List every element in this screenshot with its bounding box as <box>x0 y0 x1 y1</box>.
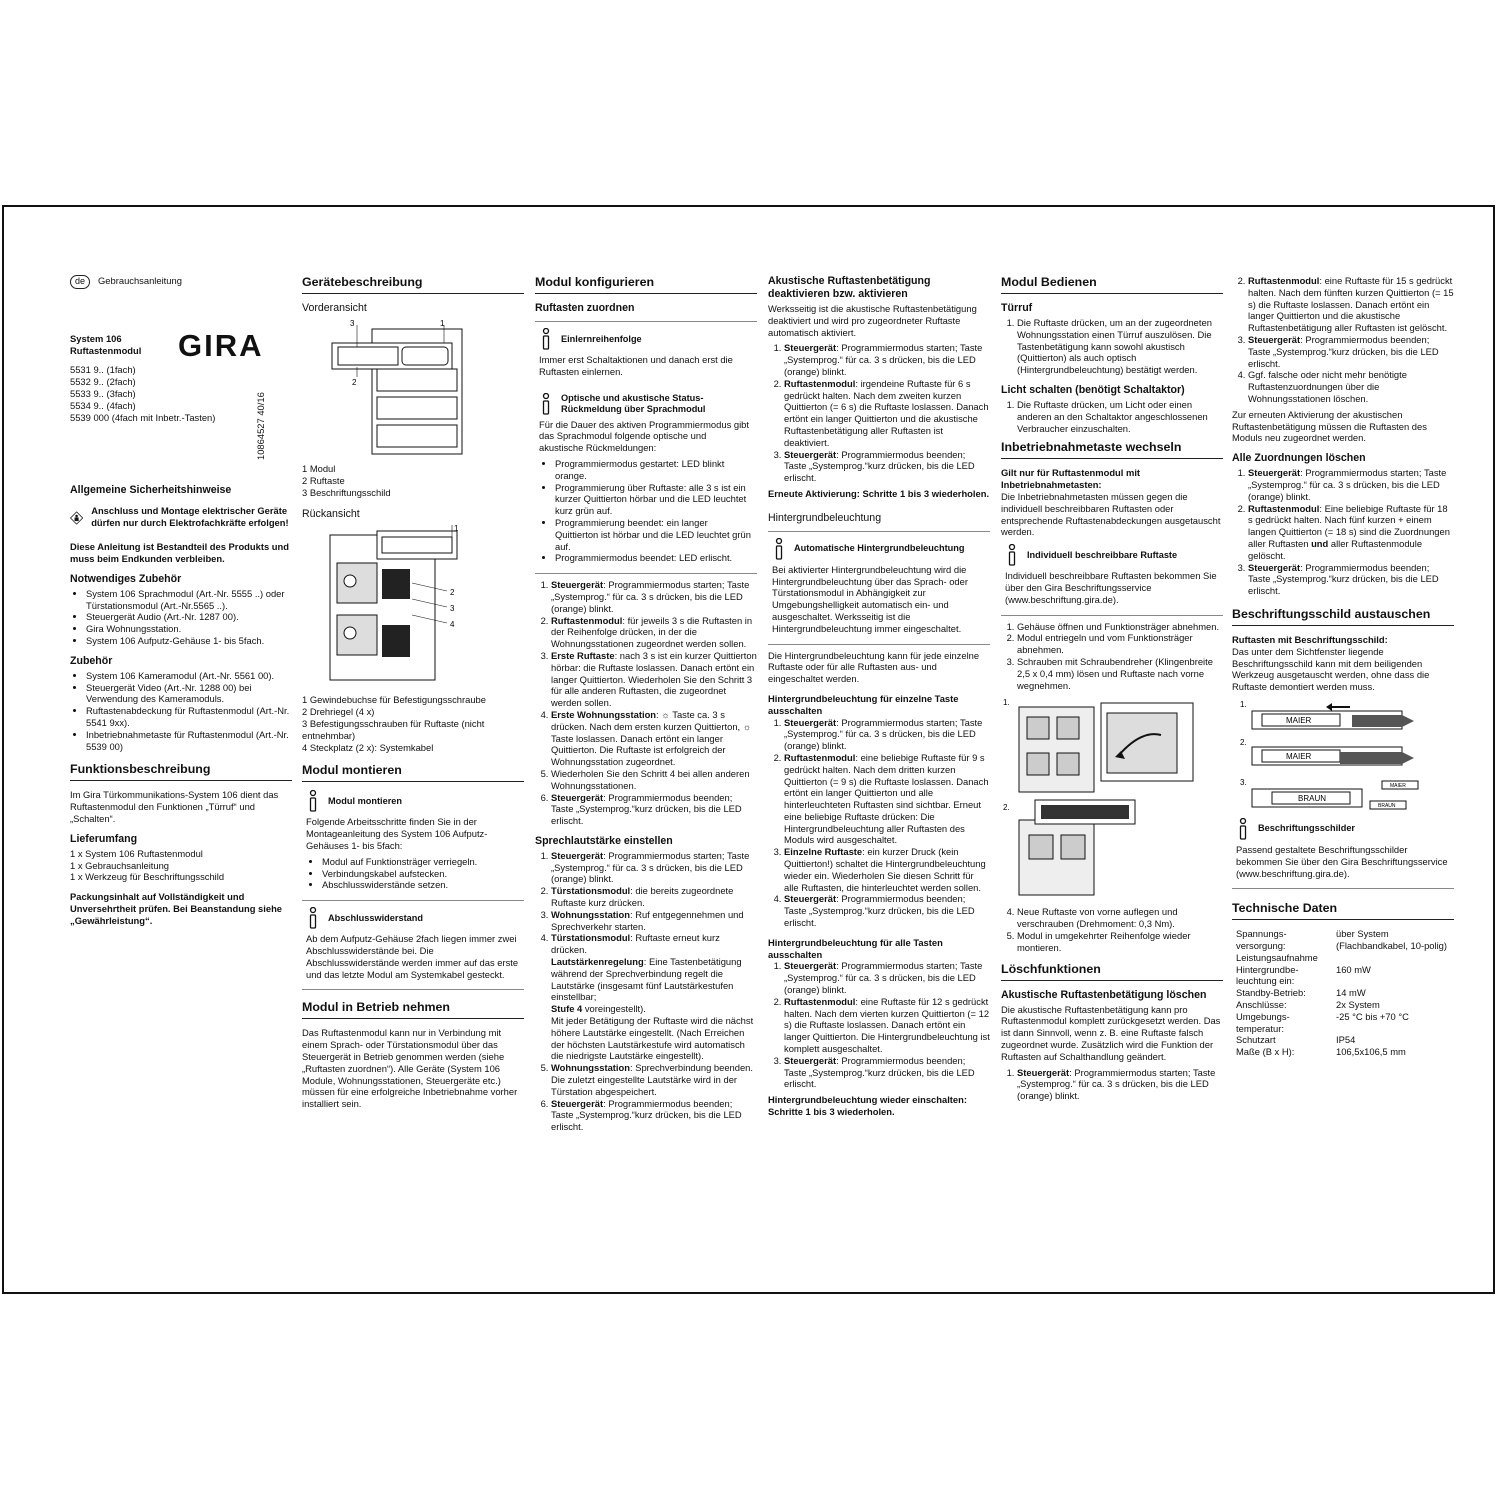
step: 2. Modul entriegeln und vom Funktionsträger abnehmen. <box>1017 632 1223 656</box>
step-bold: Steuergerät <box>784 1054 837 1066</box>
step-text: Wiederholen Sie den Schritt 4 bei allen anderen Wohnungsstationen. <box>551 767 750 791</box>
electrician-warning-icon <box>70 505 83 531</box>
termination-info-box: Abschlusswiderstand Ab dem Aufputz-Gehäuse 2fach liegen immer zwei Abschlusswiderstände bei. Die Abschlusswiderstände werden immer auf das erste und das letzte Modul am Systemkabel gesteckt. <box>302 907 524 990</box>
learn-order-box: Einlernreihenfolge Immer erst Schaltaktionen und danach erst die Ruftasten einlernen. <box>535 328 757 387</box>
step-bold: Ruftastenmodul <box>784 751 856 763</box>
tech-value: -25 °C bis +70 °C <box>1336 1010 1409 1022</box>
acoustic-steps <box>768 342 990 484</box>
product-line: System 106 <box>70 332 122 344</box>
tech-key: Hintergrundbe-leuchtung ein: <box>1236 963 1299 987</box>
label-replace-figure <box>1232 697 1432 812</box>
step-text: : Ruf entgegennehmen und Sprechverkehr starten. <box>551 908 744 932</box>
mount-info-text: Folgende Arbeitsschritte finden Sie in der Montageanleitung des System 106 Aufputz-Gehäuses 1- bis 5fach: <box>306 816 488 851</box>
delete-all-steps <box>1232 467 1454 597</box>
safety-warning: Anschluss und Montage elektrischer Geräte dürfen nur durch Elektrofachkräfte erfolgen! <box>70 505 292 531</box>
step-bold: Ruftastenmodul <box>1248 275 1320 286</box>
step: 3. Schrauben mit Schraubendreher (Klingenbreite 2,5 x 0,4 mm) lösen und Ruftaste nach vorne wegnehmen. <box>1017 656 1223 691</box>
info-icon <box>772 538 786 560</box>
doorcall-steps <box>1001 317 1223 376</box>
column-1 <box>70 275 292 931</box>
step-text: : Ruftaste erneut kurz drücken. <box>551 932 720 956</box>
step-bold: Ruftastenmodul <box>784 995 856 1007</box>
doorcall-title: Türruf <box>1001 302 1033 314</box>
delivery-item: 1 x System 106 Ruftastenmodul <box>70 847 203 859</box>
backlight-all-title: Hintergrundbeleuchtung für alle Tasten ausschalten <box>768 936 943 960</box>
step-bold: Steuergerät <box>784 893 837 905</box>
tech-key: Umgebungs-temperatur: <box>1236 1010 1290 1034</box>
operate-title: Modul Bedienen <box>1001 275 1223 294</box>
tech-value: 106,5x106,5 mm <box>1336 1046 1406 1058</box>
column-4: Akustische Ruftastenbetätigung deaktivieren bzw. aktivieren Werksseitig ist die akustische Ruftastenbetätigung deaktiviert und wird pro zugeordneter Ruftaste automatisch aktiviert. 1. Steuergerät: Programmiermodus starten; Taste „Systemprog.“ für ca. 3 s drücken, bis die LED (orange) blinkt. 2. Ruftastenmodul: irgendeine Ruftaste für 6 s gedrückt halten. Nach dem zweiten kurzen Quittierton (= 6 s) die Ruftaste loslassen. Danach ertönt ein langer Quittierton und die akustische Ruftastenbetätigung aller Ruftasten ist deaktiviert. 3. Steuergerät: Programmiermodus beenden; Taste „Systemprog.“kurz drücken, bis die LED erlischt. Erneute Aktivierung: Schritte 1 bis 3 wiederholen. Hintergrundbeleuchtung Automatische Hintergrundbeleuchtung Bei aktivierter Hintergrundbeleuchtung wird die Hintergrundbeleuchtung über das Sprach- oder Türstationsmodul in Abhängigkeit zur Umgebungshelligkeit automatisch ein- und ausgeschaltet. Werksseitig ist die Hintergrundbeleuchtung immer eingeschaltet. Die Hintergrundbeleuchtung kann für jede einzelne Ruftaste oder für alle Ruftasten aus- und eingeschaltet werden. Hintergrundbeleuchtung für einzelne Taste ausschalten 1. Steuergerät: Programmiermodus starten; Taste „Systemprog.“ für ca. 3 s drücken, bis die LED (orange) blinkt. 2. Ruftastenmodul: eine beliebige Ruftaste für 9 s gedrückt halten. Nach dem dritten kurzen Quittierton (= 9 s) die Ruftaste loslassen. Danach ertönt ein langer Quittierton und alle hinterleuchteten Ruftasten sind sichtbar. Erneut eine beliebige Ruftaste drücken: Die Hintergrundbeleuchtung aller Ruftasten des Moduls wird ausgeschaltet. 3. Einzelne Ruftaste: ein kurzer Druck (kein Quittierton!) schaltet die Hintergrundbeleuchtung wieder ein. Wiederholen Sie diesen Schritt für alle Ruftasten, die hinterleuchtet werden sollen. 4. Steuergerät: Programmiermodus beenden; Taste „Systemprog.“kurz drücken, bis die LED erlischt. Hintergrundbeleuchtung für alle Tasten ausschalten 1. Steuergerät: Programmiermodus starten; Taste „Systemprog.“ für ca. 3 s drücken, bis die LED (orange) blinkt. 2. Ruftastenmodul: eine Ruftaste für 12 s gedrückt halten. Nach dem vierten kurzen Quittierton (= 12 s) die Ruftaste loslassen. Danach ertönt ein langer Quittierton. Die Hintergrundbeleuchtung ist komplett ausgeschaltet. 3. Steuergerät: Programmiermodus beenden; Taste „Systemprog.“kurz drücken, bis die LED erlischt. Hintergrundbeleuchtung wieder einschalten: Schritte 1 bis 3 wiederholen. <box>768 275 990 1122</box>
back-legend <box>302 694 524 753</box>
step-text: : Programmiermodus beenden; Taste „Systemprog.“kurz drücken, bis die LED erlischt. <box>551 1097 742 1133</box>
acoustic-again: Erneute Aktivierung: Schritte 1 bis 3 wiederholen. <box>768 487 990 499</box>
volume-steps <box>535 850 757 1133</box>
mount-info-box: Modul montieren Folgende Arbeitsschritte finden Sie in der Montageanleitung des System 106 Aufputz-Gehäuses 1- bis 5fach: • Modul auf Funktionsträger verriegeln. • Verbindungskabel aufstecken. • Abschlusswiderstände setzen. <box>302 790 524 901</box>
list-item: • Steuergerät Video (Art.-Nr. 1288 00) bei Verwendung des Kameramoduls. <box>86 682 292 706</box>
step-bold: Steuergerät <box>1248 561 1301 573</box>
step <box>784 449 990 484</box>
step <box>551 792 757 827</box>
step <box>1248 334 1454 369</box>
step-bold: Wohnungsstation <box>551 1062 630 1074</box>
label-1: 1 <box>454 524 459 534</box>
mount-list <box>306 856 520 891</box>
step-text: : Programmiermodus beenden; Taste „Systemprog.“kurz drücken, bis die LED erlischt. <box>784 448 975 484</box>
svg-text:MAIER: MAIER <box>1286 751 1312 761</box>
tech-key: Maße (B x H): <box>1236 1046 1295 1058</box>
variant-item: 5534 9.. (4fach) <box>70 399 136 411</box>
step <box>1248 275 1454 334</box>
configure-title: Modul konfigurieren <box>535 275 757 294</box>
step <box>784 893 990 928</box>
step-text: : Programmiermodus starten; Taste „Systemprog.“ für ca. 3 s drücken, bis die LED (orange) blinkt. <box>784 960 983 996</box>
assign-steps <box>535 579 757 827</box>
label-2: 2 <box>450 588 455 598</box>
function-text: Im Gira Türkommunikations-System 106 dient das Ruftastenmodul den Funktionen „Türruf“ und „Schalten“. <box>70 789 279 824</box>
mount-title: Modul montieren <box>302 763 524 782</box>
legend-item: 3 Befestigungsschrauben für Ruftaste (nicht entnehmbar) <box>302 717 485 741</box>
doc-header <box>70 275 292 289</box>
step <box>1248 369 1454 404</box>
commission-key-steps-2 <box>1001 906 1223 953</box>
step-bold: Steuergerät <box>551 1097 604 1109</box>
list-item: • Gira Wohnungsstation. <box>86 623 292 635</box>
backlight-single-steps <box>768 717 990 929</box>
step <box>1248 562 1454 597</box>
front-legend <box>302 463 524 498</box>
tech-value: über System (Flachbandkabel, 10-polig) <box>1336 928 1448 952</box>
step-bold: Steuergerät <box>784 342 837 354</box>
step-bold: Ruftastenmodul <box>784 377 856 389</box>
step-text: : nach 3 s ist ein kurzer Quittierton hörbar: die Ruftaste loslassen. Danach ertönt ein langer Quittierton. Wiederholen Sie den Schritt 3 für alle anderen Ruftasten, die zugeordnet werden sollen. <box>551 649 757 709</box>
step <box>551 768 757 792</box>
variant-item: 5532 9.. (2fach) <box>70 376 136 388</box>
column-3 <box>535 275 757 1137</box>
label-1: 1 <box>440 319 445 328</box>
legend-item: 1 Modul <box>302 463 336 474</box>
step: 4. Neue Ruftaste von vorne auflegen und verschrauben (Drehmoment: 0,3 Nm). <box>1017 906 1223 930</box>
legend-item: 1 Gewindebuchse für Befestigungsschraube <box>302 694 486 706</box>
volume-regulation <box>551 956 757 1062</box>
step-bold: Steuergerät <box>551 849 604 861</box>
writable-key-box: Individuell beschreibbare Ruftaste Individuell beschreibbare Ruftasten bekommen Sie über den Gira Beschriftungsservice (www.beschriftung.gira.de). <box>1001 544 1223 615</box>
step-bold: Türstationsmodul <box>551 932 631 944</box>
step <box>551 1062 757 1097</box>
step <box>784 378 990 449</box>
product-name: Ruftastenmodul <box>70 344 142 356</box>
step <box>551 850 757 885</box>
variant-item: 5531 9.. (1fach) <box>70 364 136 376</box>
tech-value: 14 mW <box>1336 987 1366 999</box>
info-icon <box>1005 544 1019 566</box>
step-bold: Ruftastenmodul <box>1248 502 1320 514</box>
step <box>551 909 757 933</box>
step-text: : Programmiermodus starten; Taste „Systemprog.“ für ca. 3 s drücken, bis die LED (orange) blinkt. <box>551 849 750 885</box>
safety-title: Allgemeine Sicherheitshinweise <box>70 484 232 497</box>
label-4: 4 <box>450 620 455 630</box>
step <box>784 996 990 1055</box>
labels-box: Beschriftungsschilder Passend gestaltete Beschriftungsschilder bekommen Sie über den Gira Beschriftungsservice (www.beschriftung.gira.de). <box>1232 818 1454 889</box>
step-bold: Steuergerät <box>1248 467 1301 479</box>
acoustic-delete-steps: 1. Steuergerät: Programmiermodus starten; Taste „Systemprog.“ für ca. 3 s drücken, bis die LED (orange) blinkt. <box>1001 1067 1223 1102</box>
step-text: : Programmiermodus beenden; Taste „Systemprog.“kurz drücken, bis die LED erlischt. <box>784 1054 975 1090</box>
commission-key-steps <box>1001 621 1223 692</box>
step-bold: Steuergerät <box>784 448 837 460</box>
column-5: Modul Bedienen Türruf 1. Die Ruftaste drücken, um an der zugeordneten Wohnungsstation einen Türruf auszulösen. Die Tastenbetätigung kann sowohl akustisch (Quittierton) als auch optisch (Hintergrundbeleuchtung) bestätigt werden. Licht schalten (benötigt Schaltaktor) 1. Die Ruftaste drücken, um Licht oder einen anderen an den Schaltaktor angeschlossenen Verbraucher einzuschalten. Inbetriebnahmetaste wechseln Gilt nur für Ruftastenmodul mit Inbetriebnahmetasten: Die Inbetriebnahmetasten müssen gegen die individuell beschreibbaren Ruftasten oder entsprechende Ruftastenabdeckungen ausgetauscht werden. Individuell beschreibbare Ruftaste Individuell beschreibbare Ruftasten bekommen Sie über den Gira Beschriftungsservice (www.beschriftung.gira.de). 1. Gehäuse öffnen und Funktionsträger abnehmen. 2. Modul entriegeln und vom Funktionsträger abnehmen. 3. Schrauben mit Schraubendreher (Klingenbreite 2,5 x 0,4 mm) lösen und Ruftaste nach vorne wegnehmen. 1. 2. 4. Neue Ruftaste von vorne auflegen und verschrauben (Drehmoment: 0,3 Nm). 5. Modul in umgekehrter Reihenfolge wieder montieren. Löschfunktionen Akustische Ruftastenbetätigung löschen Die akustische Ruftastenbetätigung kann pro Ruftastenmodul komplett zurückgesetzt werden. Das ist dann Sinnvoll, wenn z. B. eine Ruftaste falsch zugeordnet wurde. Zusätzlich wird die Funktion der Ruftasten auf Schalthandlung geändert. 1. Steuergerät: Programmiermodus starten; Taste „Systemprog.“ für ca. 3 s drücken, bis die LED (orange) blinkt. <box>1001 275 1223 1106</box>
accessory-title: Zubehör <box>70 654 113 667</box>
step-bold: Ruftastenmodul <box>551 614 623 626</box>
step-text: : die bereits zugeordnete Ruftaste kurz drücken. <box>551 885 734 909</box>
step: 1. Die Ruftaste drücken, um an der zugeordneten Wohnungsstation einen Türruf auszulösen. Die Tastenbetätigung kann sowohl akustisch (Quittierton) als auch optisch (Hintergrundbeleuchtung) bestätigt werden. <box>1017 317 1223 376</box>
doc-number: 10864527 40/16 <box>255 392 266 460</box>
list-item: • Programmiermodus gestartet: LED blinkt orange. <box>555 458 753 482</box>
step <box>1248 467 1454 502</box>
step-text: : Programmiermodus beenden; Taste „Systemprog.“kurz drücken, bis die LED erlischt. <box>784 893 975 929</box>
doc-type: Gebrauchsanleitung <box>98 275 182 286</box>
legend-item: 3 Beschriftungsschild <box>302 486 391 498</box>
accessory-required-list <box>70 588 292 647</box>
step-bold: Steuergerät <box>784 716 837 728</box>
back-view-figure <box>302 523 467 688</box>
info-icon <box>1236 818 1250 840</box>
info-icon <box>539 393 553 415</box>
list-item: • Abschlusswiderstände setzen. <box>322 879 520 891</box>
step-text: : irgendeine Ruftaste für 6 s gedrückt halten. Nach dem zweiten kurzen Quittierton (= 6 s) die Ruftaste loslassen. Danach ertönt ein langer Quittierton und die akustische Ruftastenbetätigung aller Ruftasten ist deaktiviert. <box>784 377 989 448</box>
step-bold: Einzelne Ruftaste <box>784 846 863 858</box>
svg-text:BRAUN: BRAUN <box>1298 793 1327 803</box>
label-3: 3 <box>350 319 355 328</box>
step <box>551 579 757 614</box>
step-text: : Programmiermodus starten; Taste „Systemprog.“ für ca. 3 s drücken, bis die LED (orange) blinkt. <box>784 716 983 752</box>
step-text: : ☼ Taste ca. 3 s drücken. Nach dem ersten kurzen Quittierton, ☼ Taste loslassen. Danach ertönt ein langer Quittierton. Die Ruftaste ist erfolgreich der Wohnungsstation zugeordnet. <box>551 708 752 768</box>
legend-item: 2 Ruftaste <box>302 474 345 486</box>
list-item: • System 106 Sprachmodul (Art.-Nr. 5555 ..) oder Türstationsmodul (Art.-Nr.5565 ..). <box>86 588 292 612</box>
backlight-all-again: Hintergrundbeleuchtung wieder einschalten: Schritte 1 bis 3 wiederholen. <box>768 1094 967 1118</box>
backlight-info-box: Automatische Hintergrundbeleuchtung Bei aktivierter Hintergrundbeleuchtung wird die Hintergrundbeleuchtung über das Sprach- oder Türstationsmodul in Abhängigkeit zur Umgebungshelligkeit automatisch ein- und ausgeschaltet. Werksseitig ist die Hintergrundbeleuchtung immer eingeschaltet. <box>768 538 990 645</box>
step-text: : Programmiermodus starten; Taste „Systemprog.“ für ca. 3 s drücken, bis die LED (orange) blinkt. <box>784 342 983 377</box>
light-steps <box>1001 399 1223 434</box>
variant-item: 5533 9.. (3fach) <box>70 387 136 399</box>
commissioning-title: Modul in Betrieb nehmen <box>302 1000 524 1019</box>
commission-key-bold: Gilt nur für Ruftastenmodul mit Inbetriebnahmetasten: <box>1001 467 1141 491</box>
step-bold-und: und <box>1311 537 1329 549</box>
variant-item: 5539 000 (4fach mit Inbetr.-Tasten) <box>70 411 216 423</box>
step: 5. Modul in umgekehrter Reihenfolge wieder montieren. <box>1017 930 1223 954</box>
tech-key: Spannungs-versorgung: <box>1236 928 1287 952</box>
assign-title: Ruftasten zuordnen <box>535 302 757 322</box>
step <box>551 650 757 709</box>
step-text: Ggf. falsche oder nicht mehr benötigte Ruftastenzuordnungen über die Wohnungsstationen löschen. <box>1248 369 1407 404</box>
tech-key: Standby-Betrieb: <box>1236 987 1306 999</box>
backlight-single-title: Hintergrundbeleuchtung für einzelne Taste ausschalten <box>768 692 959 716</box>
front-view-title: Vorderansicht <box>302 302 367 314</box>
tech-table <box>1236 928 1454 1058</box>
front-view-figure <box>302 317 467 457</box>
step <box>551 885 757 909</box>
list-item: • Programmierung beendet: ein langer Quittierton ist hörbar und die LED leuchtet grün auf. <box>555 517 753 552</box>
reg-text-3: Mit jeder Betätigung der Ruftaste wird die nächst höhere Lautstärke eingestellt. (Nach Erreichen der höchsten Lautstärkestufe wird automatisch die niedrigste Lautstärke eingestellt). <box>551 1015 754 1062</box>
list-item: • Verbindungskabel aufstecken. <box>322 868 520 880</box>
svg-text:MAIER: MAIER <box>1390 782 1406 789</box>
step-bold: Türstationsmodul <box>551 885 631 897</box>
svg-text:3.: 3. <box>1240 777 1247 787</box>
tech-value: 2x System <box>1336 999 1380 1011</box>
label-replace-title: Beschriftungsschild austauschen <box>1232 607 1454 626</box>
step-bold: Wohnungsstation <box>551 908 630 920</box>
label-2: 2 <box>352 378 357 387</box>
step <box>784 846 990 893</box>
delivery-list <box>70 848 292 883</box>
reg-bold-2: Stufe 4 <box>551 1003 583 1015</box>
step-bold: Erste Ruftaste <box>551 649 615 661</box>
step <box>551 709 757 768</box>
brand-logo: GIRA <box>178 328 264 363</box>
acoustic-title: Akustische Ruftastenbetätigung deaktivieren bzw. aktivieren <box>768 275 931 300</box>
step: 1. Die Ruftaste drücken, um Licht oder einen anderen an den Schaltaktor angeschlossenen Verbraucher einzuschalten. <box>1017 399 1223 434</box>
svg-text:2.: 2. <box>1240 737 1247 747</box>
delivery-title: Lieferumfang <box>70 832 138 845</box>
backlight-title: Hintergrundbeleuchtung <box>768 512 990 532</box>
svg-text:2.: 2. <box>1003 803 1010 813</box>
list-item: • Modul auf Funktionsträger verriegeln. <box>322 856 520 868</box>
step-text: : eine Ruftaste für 12 s gedrückt halten. Nach dem vierten kurzen Quittierton (= 12 s) die Ruftaste loslassen. Danach ertönt ein langer Quittierton. Die Hintergrundbeleuchtung ist komplett ausgeschaltet. <box>784 995 990 1055</box>
acoustic-delete-steps-cont <box>1232 275 1454 405</box>
feedback-list <box>539 458 753 564</box>
list-item: • Ruftastenabdeckung für Ruftastenmodul (Art.-Nr. 5541 9xx). <box>86 705 292 729</box>
svg-text:BRAUN: BRAUN <box>1378 802 1396 809</box>
column-6: 2. Ruftastenmodul: eine Ruftaste für 15 s gedrückt halten. Nach dem fünften kurzen Quittierton (= 15 s) die Ruftaste loslassen. Danach ertönt ein langer Quittierton und die akustische Ruftastenbetätigung aller Ruftasten ist gelöscht. 3. Steuergerät: Programmiermodus beenden; Taste „Systemprog.“kurz drücken, bis die LED erlischt. 4. Ggf. falsche oder nicht mehr benötigte Ruftastenzuordnungen über die Wohnungsstationen löschen. Zur erneuten Aktivierung der akustischen Ruftastenbetätigung müssen die Ruftasten des Moduls neu zugeordnet werden. Alle Zuordnungen löschen 1. Steuergerät: Programmiermodus starten; Taste „Systemprog.“ für ca. 3 s drücken, bis die LED (orange) blinkt. 2. Ruftastenmodul: Eine beliebige Ruftaste für 18 s gedrückt halten. Nach fünf kurzen + einem langen Quittierton (= 18 s) sind die Zuordnungen aller Ruftasten und aller Ruftastenmodule gelöscht. 3. Steuergerät: Programmiermodus beenden; Taste „Systemprog.“kurz drücken, bis die LED erlischt. Beschriftungsschild austauschen Ruftasten mit Beschriftungsschild: Das unter dem Sichtfenster liegende Beschriftungsschild kann mit dem beiligenden Werkzeug ausgetauscht werden, ohne dass die Ruftaste demontiert werden muss. 1. MAIER 2. MAIER 3. BRAUN MAIER BRAUN Beschriftungsschilder Passend gestaltete Beschriftungsschilder bekommen Sie über den Gira Beschriftungsservice (www.beschriftung.gira.de). Technische Daten Spannungs-versorgung: über System (Flachbandkabel, 10-polig) Leistungsaufnahme Hintergrundbe-leuchtung ein: 160 mW Standby-Betrieb: 14 mW Anschlüsse: 2x System Umgebungs-temperatur: -25 °C bis +70 °C Schutzart IP54 Maße (B x H): 106,5x106,5 mm <box>1232 275 1454 1058</box>
info-icon <box>539 328 553 350</box>
svg-text:1.: 1. <box>1003 698 1010 708</box>
step: 1. Gehäuse öffnen und Funktionsträger abnehmen. <box>1017 621 1223 633</box>
status-feedback-box: Optische und akustische Status-Rückmeldung über Sprachmodul Für die Dauer des aktiven Programmiermodus gibt das Sprachmodul folgende optische und akustische Rückmeldungen: • Programmiermodus gestartet: LED blinkt orange. • Programmierung über Ruftaste: alle 3 s ist ein kurzer Quittierton hörbar und die LED leuchtet kurz grün auf. • Programmierung beendet: ein langer Quittierton ist hörbar und die LED leuchtet grün auf. • Programmiermodus beendet: LED erlischt. <box>535 393 757 575</box>
tech-value: 160 mW <box>1336 963 1371 975</box>
step-text: : Programmiermodus beenden; Taste „Systemprog.“kurz drücken, bis die LED erlischt. <box>551 791 742 827</box>
backlight-all-steps <box>768 960 990 1090</box>
step-bold: Steuergerät <box>551 579 604 591</box>
svg-text:1.: 1. <box>1240 699 1247 709</box>
list-item: • Programmiermodus beendet: LED erlischt. <box>555 552 753 564</box>
acoustic-delete-title: Akustische Ruftastenbetätigung löschen <box>1001 988 1207 1001</box>
device-title: Gerätebeschreibung <box>302 275 524 294</box>
delivery-item: 1 x Werkzeug für Beschriftungsschild <box>70 871 225 883</box>
step <box>784 717 990 752</box>
step <box>551 615 757 650</box>
back-view-title: Rückansicht <box>302 508 360 521</box>
delivery-note: Packungsinhalt auf Vollständigkeit und Unversehrtheit prüfen. Bei Beanstandung siehe „Gewährleistung“. <box>70 891 283 926</box>
step-text: : Programmiermodus starten; Taste „Systemprog.“ für ca. 3 s drücken, bis die LED (orange) blinkt. <box>1248 467 1447 502</box>
light-title: Licht schalten (benötigt Schaltaktor) <box>1001 383 1185 396</box>
step-text: : Sprechverbindung beenden. Die zuletzt eingestellte Lautstärke wird in der Türstation abgespeichert. <box>551 1062 753 1097</box>
accessory-required-title: Notwendiges Zubehör <box>70 572 182 585</box>
info-icon <box>306 907 320 929</box>
instruction-sheet <box>2 205 1495 1294</box>
step <box>784 960 990 995</box>
step-bold: Erste Wohnungsstation <box>551 708 657 720</box>
tech-title: Technische Daten <box>1232 901 1454 920</box>
step-bold: Steuergerät <box>551 791 604 803</box>
step-bold: Steuergerät <box>1248 333 1301 345</box>
step <box>1248 503 1454 562</box>
reg-text: : Eine Tastenbetätigung während der Sprechverbindung regelt die Lautstärke (insgesamt fünf Lautstärkestufen einstellbar; <box>551 956 742 1003</box>
tech-key: Leistungsaufnahme <box>1236 951 1318 963</box>
legend-item: 2 Drehriegel (4 x) <box>302 706 375 718</box>
info-icon <box>306 790 320 812</box>
step-text: : Eine beliebige Ruftaste für 18 s gedrückt halten. Nach fünf kurzen + einem langen Quittierton (= 18 s) sind die Zuordnungen aller Ruftasten <box>1248 502 1450 549</box>
termination-text: Ab dem Aufputz-Gehäuse 2fach liegen immer zwei Abschlusswiderstände bei. Die Abschlusswiderstände werden immer auf das erste und das letzte Modul am Systemkabel gesteckt. <box>306 933 519 980</box>
tech-key: Anschlüsse: <box>1236 999 1287 1011</box>
list-item: • Inbetriebnahmetaste für Ruftastenmodul (Art.-Nr. 5539 00) <box>86 729 292 753</box>
step <box>784 342 990 377</box>
tech-value: IP54 <box>1336 1034 1356 1046</box>
step <box>784 1055 990 1090</box>
commissioning-text: Das Ruftastenmodul kann nur in Verbindung mit einem Sprach- oder Türstationsmodul über das Steuergerät in Betrieb genommen werden (siehe „Ruftasten zuordnen“). Alle Geräte (System 106 Module, Wohnungsstationen, Steuergeräte etc.) müssen für eine erfolgreiche Inbetriebnahme vorher installiert sein. <box>302 1027 518 1110</box>
step-text: : Programmiermodus starten; Taste „Systemprog.“ für ca. 3 s drücken, bis die LED (orange) blinkt. <box>551 579 750 614</box>
legend-item: 4 Steckplatz (2 x): Systemkabel <box>302 741 434 753</box>
step-text: : eine beliebige Ruftaste für 9 s gedrückt halten. Nach dem dritten kurzen Quittierton (= 9 s) die Ruftaste loslassen. Danach ertönt ein langer Quittierton und alle hinterleuchteten Ruftasten sind sichtbar. Erneut eine beliebige Ruftaste drücken: Die Hintergrundbeleuchtung aller Ruftasten des Moduls wird ausgeschaltet. <box>784 751 989 846</box>
safety-note: Diese Anleitung ist Bestandteil des Produkts und muss beim Endkunden verbleiben. <box>70 541 289 564</box>
list-item: • System 106 Aufputz-Gehäuse 1- bis 5fach. <box>86 635 292 647</box>
column-2 <box>302 275 524 1114</box>
step <box>551 1098 757 1133</box>
reg-text-2: voreingestellt). <box>582 1003 646 1015</box>
reg-bold: Lautstärkenregelung <box>551 956 644 968</box>
tech-value <box>1336 952 1454 964</box>
label-3: 3 <box>450 604 455 614</box>
step-text-end: aller Ruftastenmodule gelöscht. <box>1248 537 1423 561</box>
tech-key: Schutzart <box>1236 1034 1276 1046</box>
commission-key-title: Inbetriebnahmetaste wechseln <box>1001 440 1223 459</box>
delete-title: Löschfunktionen <box>1001 962 1223 981</box>
key-replace-figure <box>1001 695 1201 900</box>
step-text: : Programmiermodus beenden; Taste „Systemprog.“kurz drücken, bis die LED erlischt. <box>1248 561 1439 597</box>
step-text: : eine Ruftaste für 15 s gedrückt halten. Nach dem fünften kurzen Quittierton (= 15 s) die Ruftaste loslassen. Danach ertönt ein langer Quittierton und die akustische Ruftastenbetätigung aller Ruftasten ist gelöscht. <box>1248 275 1454 334</box>
step-text: : ein kurzer Druck (kein Quittierton!) schaltet die Hintergrundbeleuchtung wieder ein. Wiederholen Sie diesen Schritt für alle Ruftasten, die hinterleuchtet werden sollen. <box>784 846 986 893</box>
accessory-list <box>70 670 292 753</box>
list-item: • Programmierung über Ruftaste: alle 3 s ist ein kurzer Quittierton hörbar und die LED leuchtet kurz grün auf. <box>555 482 753 517</box>
step <box>784 752 990 846</box>
svg-text:MAIER: MAIER <box>1286 715 1312 725</box>
language-badge: de <box>70 275 90 289</box>
list-item: • Steuergerät Audio (Art.-Nr. 1287 00). <box>86 611 292 623</box>
volume-title: Sprechlautstärke einstellen <box>535 834 673 847</box>
function-title: Funktionsbeschreibung <box>70 762 292 781</box>
step-text: : Programmiermodus beenden; Taste „Systemprog.“kurz drücken, bis die LED erlischt. <box>1248 333 1439 369</box>
step-text: : für jeweils 3 s die Ruftasten in der Reihenfolge drücken, in der die Wohnungsstationen zugeordnet werden sollen. <box>551 614 753 650</box>
delivery-item: 1 x Gebrauchsanleitung <box>70 859 170 871</box>
delete-all-title: Alle Zuordnungen löschen <box>1232 452 1366 465</box>
list-item: • System 106 Kameramodul (Art.-Nr. 5561 00). <box>86 670 292 682</box>
step <box>551 932 757 1062</box>
step-bold: Steuergerät <box>784 960 837 972</box>
